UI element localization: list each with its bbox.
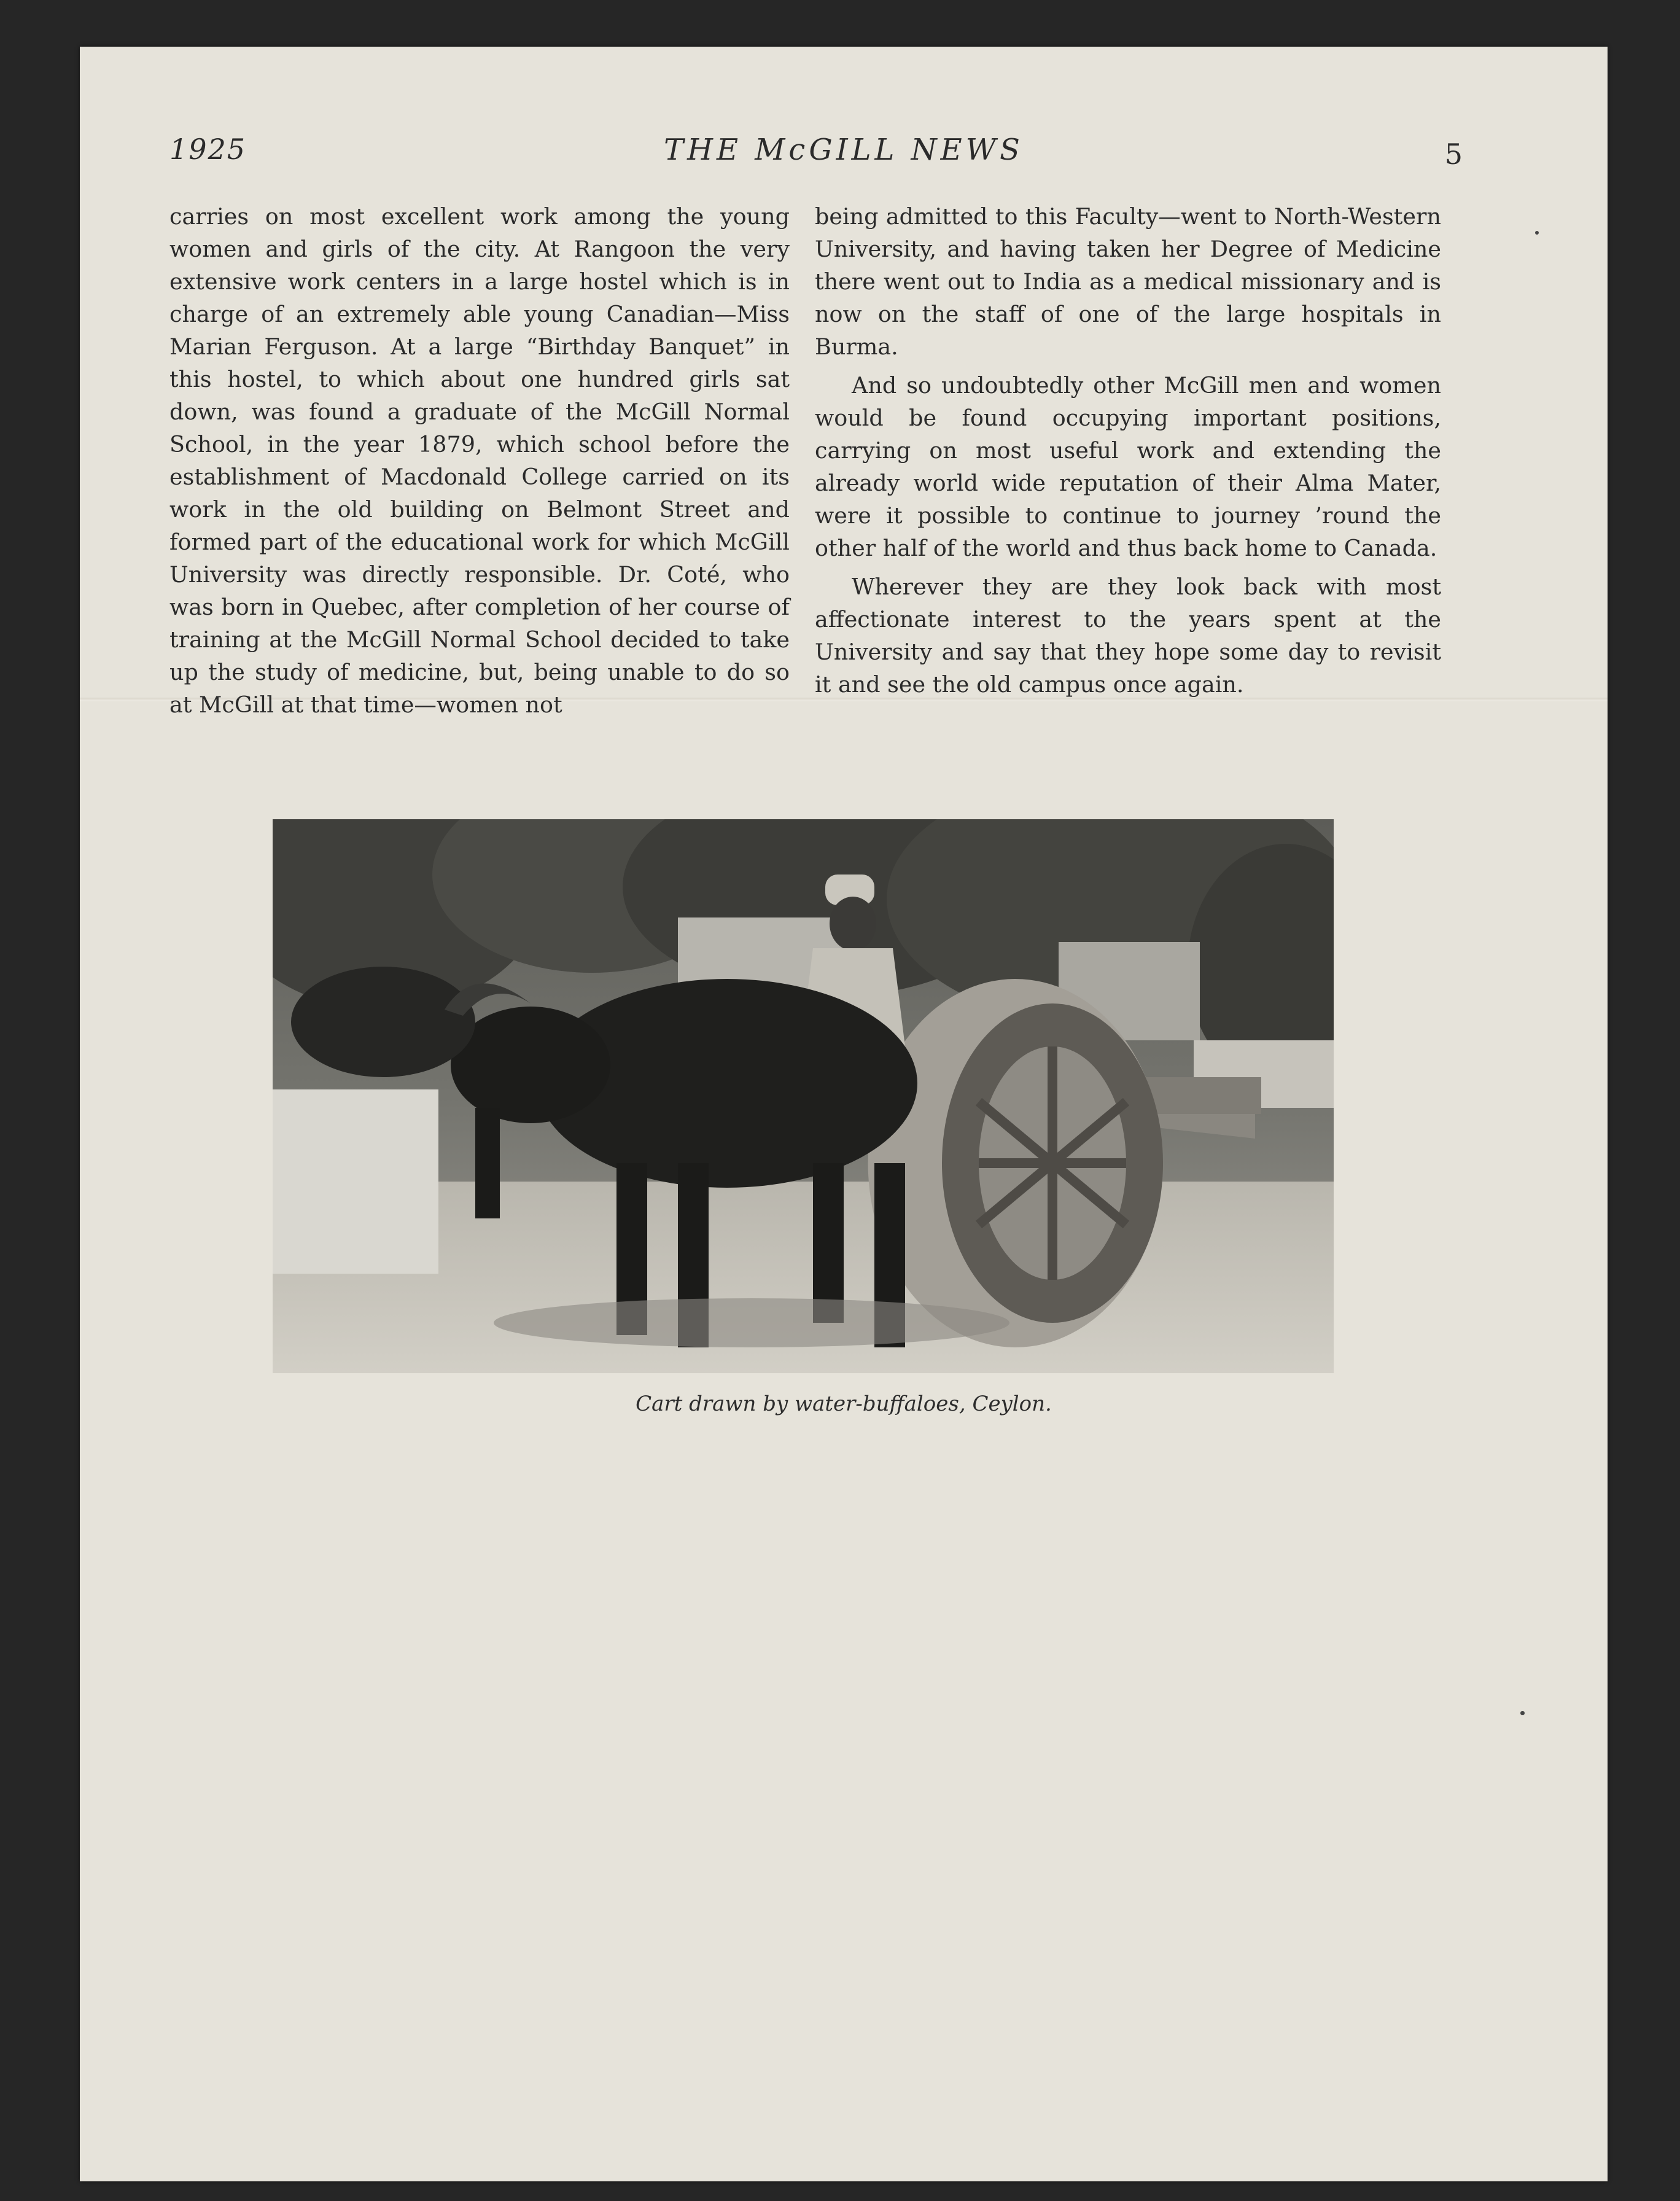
header-title: THE McGILL NEWS: [664, 133, 1024, 167]
paper-speck: [1520, 1711, 1525, 1715]
buffalo-cart-photo: [273, 819, 1334, 1373]
document-page: [80, 47, 1608, 2181]
paper-speck: [1535, 231, 1539, 235]
article-paragraph: carries on most excellent work among the young women and girls of the city. At Rangoon the very extensive work centers in a large hostel which is in charge of an extremely able young Canadian—Miss Marian Ferguson. At a large “Birthday Banquet” in this hostel, to which about one hundred girls sat down, was found a graduate of the McGill Normal School, in the year 1879, which school before the establishment of Macdonald College carried on its work in the old building on Belmont Street and formed part of the educational work for which McGill University was directly responsible. Dr. Coté, who was born in Quebec, after completion of her course of training at the McGill Normal School decided to take up the study of medicine, but, being unable to do so at McGill at that time—women not: [169, 203, 790, 718]
article-paragraph: And so undoubtedly other McGill men and women would be found occupying important positions, carrying on most useful work and extending the already world wide reputation of their Alma Mater, were it possible to continue to journey ’round the other half of the world and thus back home to Canada.: [815, 372, 1441, 561]
header-page-number: 5: [1444, 138, 1463, 171]
article-paragraph: being admitted to this Faculty—went to North-Western University, and having taken her Degree of Medicine there went out to India as a medical missionary and is now on the staff of one of the large hospitals in Burma.: [815, 203, 1441, 360]
article-left-column: [169, 200, 790, 721]
photo-caption: Cart drawn by water-buffaloes, Ceylon.: [636, 1392, 1052, 1416]
article-right-column: [815, 200, 1441, 701]
header-year: 1925: [169, 133, 247, 166]
page-header: [80, 133, 1608, 182]
article-paragraph: Wherever they are they look back with most affectionate interest to the years spent at the University and say that they hope some day to revisit it and see the old campus once again.: [815, 574, 1441, 698]
